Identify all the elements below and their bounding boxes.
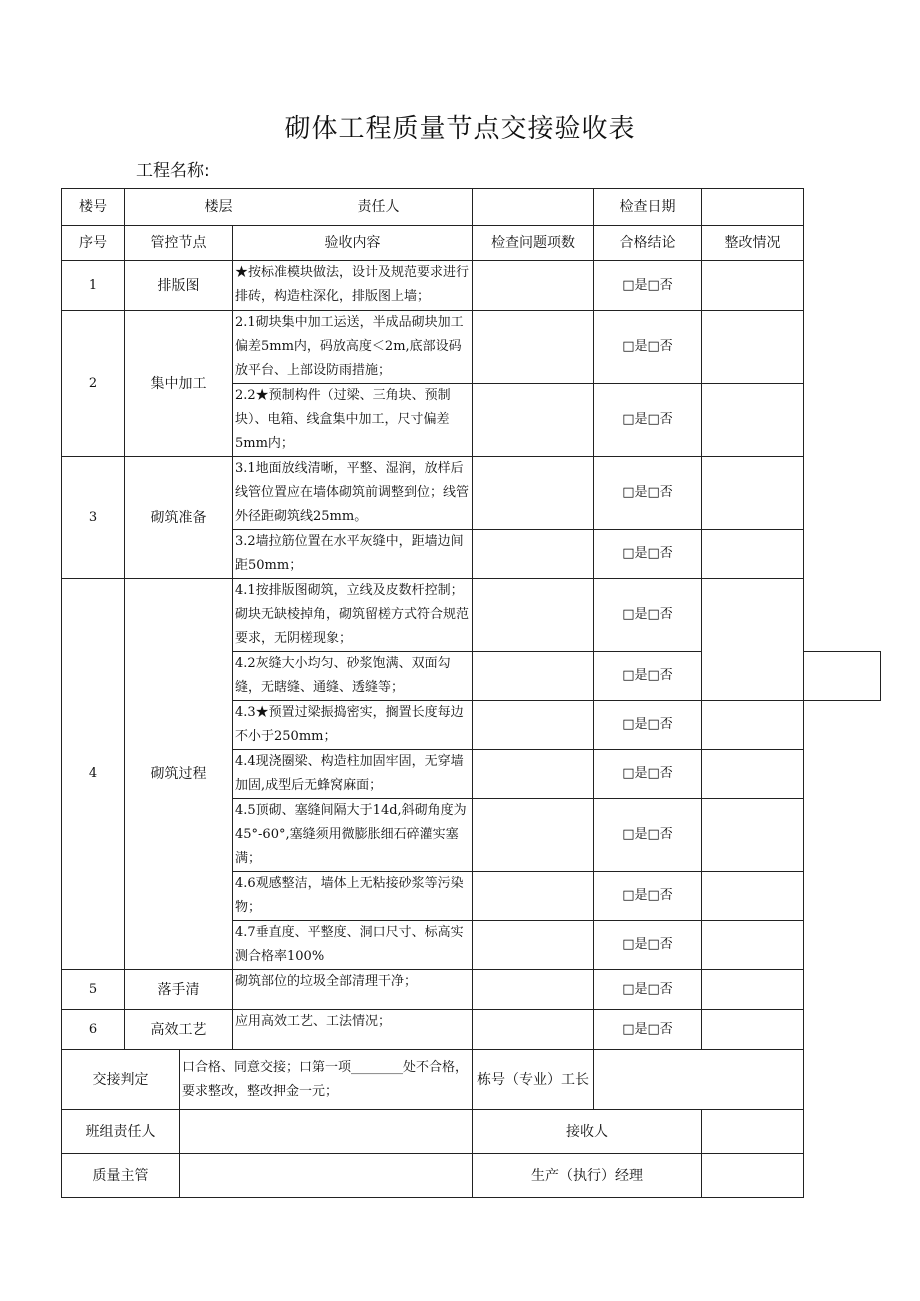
row-content: 4.5顶砌、塞缝间隔大于14d,斜砌角度为45°-60°,塞缝须用微膨胀细石碎灌实塞满； xyxy=(233,799,473,872)
row-rectify[interactable] xyxy=(702,799,804,872)
row-content: 4.7垂直度、平整度、洞口尺寸、标高实测合格率100% xyxy=(233,921,473,970)
row-node: 高效工艺 xyxy=(125,1010,233,1050)
row-issues[interactable] xyxy=(473,384,594,457)
col-result: 合格结论 xyxy=(594,226,702,261)
result-checkbox[interactable]: □是□否 xyxy=(594,579,702,652)
prod-mgr-label: 生产（执行）经理 xyxy=(473,1154,702,1198)
row-issues[interactable] xyxy=(473,872,594,921)
person-label: 责任人 xyxy=(357,199,400,215)
row-seq: 4 xyxy=(62,579,125,970)
row-node: 砌筑过程 xyxy=(125,579,233,970)
row-rectify[interactable] xyxy=(702,311,804,384)
row-node: 砌筑准备 xyxy=(125,457,233,579)
date-value xyxy=(702,189,804,226)
row-content: ★按标准模块做法，设计及规范要求进行排砖，构造柱深化，排版图上墙； xyxy=(233,261,473,311)
row-rectify[interactable] xyxy=(702,579,804,701)
table-row xyxy=(62,1010,881,1050)
row-content: 应用高效工艺、工法情况； xyxy=(233,1010,473,1050)
row-node: 落手清 xyxy=(125,970,233,1010)
row-seq: 2 xyxy=(62,311,125,457)
row-issues[interactable] xyxy=(473,701,594,750)
handover-text[interactable]: 口合格、同意交接；口第一项________处不合格，要求整改，整改押金一元； xyxy=(180,1050,473,1110)
row-issues[interactable] xyxy=(473,652,594,701)
handover-row xyxy=(62,1050,881,1110)
result-checkbox[interactable]: □是□否 xyxy=(594,261,702,311)
table-row xyxy=(62,579,881,652)
row-issues[interactable] xyxy=(473,530,594,579)
row-seq: 3 xyxy=(62,457,125,579)
row-content: 砌筑部位的垃圾全部清理干净； xyxy=(233,970,473,1010)
row-node: 集中加工 xyxy=(125,311,233,457)
floor-person-cell xyxy=(125,189,473,226)
row-content: 3.1地面放线清晰，平整、湿润，放样后线管位置应在墙体砌筑前调整到位；线管外径距砌筑线25mm。 xyxy=(233,457,473,530)
footer-row-2 xyxy=(62,1154,881,1198)
table-row xyxy=(62,970,881,1010)
table-row xyxy=(62,457,881,530)
row-content: 2.2★预制构件（过梁、三角块、预制块）、电箱、线盒集中加工，尺寸偏差5mm内； xyxy=(233,384,473,457)
row-content: 2.1砌块集中加工运送，半成品砌块加工偏差5mm内，码放高度＜2m,底部设码放平台、上部设防雨措施； xyxy=(233,311,473,384)
row-rectify[interactable] xyxy=(702,261,804,311)
building-lead-value[interactable] xyxy=(594,1050,804,1110)
row-issues[interactable] xyxy=(473,970,594,1010)
table-row xyxy=(62,261,881,311)
row-issues[interactable] xyxy=(473,261,594,311)
result-checkbox[interactable]: □是□否 xyxy=(594,750,702,799)
prod-mgr-value[interactable] xyxy=(702,1154,804,1198)
row-content: 4.1按排版图砌筑，立线及皮数杆控制；砌块无缺棱掉角，砌筑留槎方式符合规范要求，无阴槎现象； xyxy=(233,579,473,652)
row-content: 4.3★预置过梁振捣密实，搁置长度每边不小于250mm； xyxy=(233,701,473,750)
row-rectify[interactable] xyxy=(702,384,804,457)
floor-label: 楼层 xyxy=(204,199,233,215)
team-lead-value[interactable] xyxy=(180,1110,473,1154)
row-seq: 5 xyxy=(62,970,125,1010)
row-issues[interactable] xyxy=(473,457,594,530)
row-rectify[interactable] xyxy=(702,750,804,799)
header-row-columns xyxy=(62,226,881,261)
page-title: 砌体工程质量节点交接验收表 xyxy=(284,114,636,144)
person-value xyxy=(473,189,594,226)
project-name-label: 工程名称: xyxy=(136,161,210,181)
result-checkbox[interactable]: □是□否 xyxy=(594,652,702,701)
row-issues[interactable] xyxy=(473,1010,594,1050)
row-content: 4.2灰缝大小均匀、砂浆饱满、双面勾缝，无瞎缝、通缝、透缝等； xyxy=(233,652,473,701)
row-content: 4.6观感整洁，墙体上无粘接砂浆等污染物； xyxy=(233,872,473,921)
row-issues[interactable] xyxy=(473,750,594,799)
result-checkbox[interactable]: □是□否 xyxy=(594,311,702,384)
row-rectify[interactable] xyxy=(702,1010,804,1050)
inspection-table xyxy=(61,188,881,1198)
row-content: 4.4现浇圈梁、构造柱加固牢固，无穿墙加固,成型后无蜂窝麻面； xyxy=(233,750,473,799)
building-lead-label: 栋号（专业）工长 xyxy=(473,1050,594,1110)
table-row xyxy=(62,311,881,384)
row-content: 3.2墙拉筋位置在水平灰缝中，距墙边间距50mm； xyxy=(233,530,473,579)
result-checkbox[interactable]: □是□否 xyxy=(594,799,702,872)
row-issues[interactable] xyxy=(473,579,594,652)
team-lead-label: 班组责任人 xyxy=(62,1110,180,1154)
result-checkbox[interactable]: □是□否 xyxy=(594,872,702,921)
row-rectify[interactable] xyxy=(702,530,804,579)
header-row-info xyxy=(62,189,881,226)
row-rectify[interactable] xyxy=(702,872,804,921)
result-checkbox[interactable]: □是□否 xyxy=(594,530,702,579)
row-node: 排版图 xyxy=(125,261,233,311)
receiver-value[interactable] xyxy=(702,1110,804,1154)
col-seq: 序号 xyxy=(62,226,125,261)
col-content: 验收内容 xyxy=(233,226,473,261)
row-rectify[interactable] xyxy=(702,970,804,1010)
footer-row-1 xyxy=(62,1110,881,1154)
row-seq: 6 xyxy=(62,1010,125,1050)
row-issues[interactable] xyxy=(473,799,594,872)
quality-mgr-value[interactable] xyxy=(180,1154,473,1198)
result-checkbox[interactable]: □是□否 xyxy=(594,1010,702,1050)
building-label: 楼号 xyxy=(62,189,125,226)
col-issues: 检查问题项数 xyxy=(473,226,594,261)
row-rectify[interactable] xyxy=(702,457,804,530)
row-rectify[interactable] xyxy=(702,701,804,750)
row-issues[interactable] xyxy=(473,921,594,970)
result-checkbox[interactable]: □是□否 xyxy=(594,457,702,530)
handover-label: 交接判定 xyxy=(62,1050,180,1110)
row-seq: 1 xyxy=(62,261,125,311)
col-rectify: 整改情况 xyxy=(702,226,804,261)
result-checkbox[interactable]: □是□否 xyxy=(594,701,702,750)
receiver-label: 接收人 xyxy=(473,1110,702,1154)
row-issues[interactable] xyxy=(473,311,594,384)
row-rectify[interactable] xyxy=(804,652,881,701)
date-label: 检查日期 xyxy=(594,189,702,226)
row-rectify[interactable] xyxy=(702,921,804,970)
result-checkbox[interactable]: □是□否 xyxy=(594,384,702,457)
quality-mgr-label: 质量主管 xyxy=(62,1154,180,1198)
col-node: 管控节点 xyxy=(125,226,233,261)
result-checkbox[interactable]: □是□否 xyxy=(594,921,702,970)
result-checkbox[interactable]: □是□否 xyxy=(594,970,702,1010)
